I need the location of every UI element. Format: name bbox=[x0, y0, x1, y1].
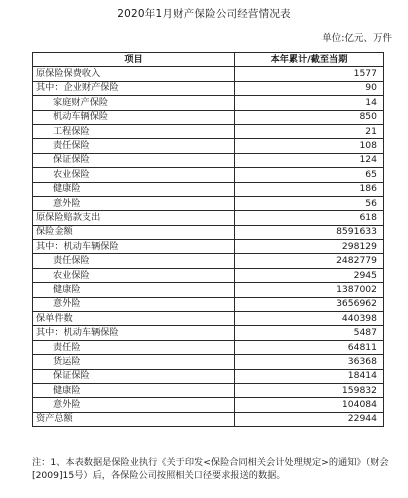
table-row bbox=[33, 168, 384, 182]
report-table bbox=[32, 52, 384, 427]
row-label: 资产总额 bbox=[33, 412, 235, 426]
row-label: 原保险赔款支出 bbox=[33, 211, 235, 225]
row-value: 2482779 bbox=[235, 254, 384, 268]
row-value: 22944 bbox=[235, 412, 384, 426]
row-label: 健康险 bbox=[33, 182, 235, 196]
row-value: 18414 bbox=[235, 369, 384, 383]
table-row bbox=[33, 153, 384, 167]
table-row bbox=[33, 110, 384, 124]
row-label: 原保险保费收入 bbox=[33, 67, 235, 81]
row-label: 其中：机动车辆保险 bbox=[33, 326, 235, 340]
table-row bbox=[33, 211, 384, 225]
row-value: 36368 bbox=[235, 355, 384, 369]
table-row bbox=[33, 254, 384, 268]
row-label: 机动车辆保险 bbox=[33, 110, 235, 124]
row-value: 3656962 bbox=[235, 297, 384, 311]
row-value: 1577 bbox=[235, 67, 384, 81]
row-label: 其中：企业财产保险 bbox=[33, 81, 235, 95]
row-value: 56 bbox=[235, 196, 384, 210]
row-value: 440398 bbox=[235, 312, 384, 326]
table-row bbox=[33, 240, 384, 254]
row-value: 21 bbox=[235, 124, 384, 138]
row-value: 90 bbox=[235, 81, 384, 95]
table-row bbox=[33, 225, 384, 239]
table-row bbox=[33, 124, 384, 138]
row-label: 家庭财产保险 bbox=[33, 96, 235, 110]
row-label: 意外险 bbox=[33, 398, 235, 412]
row-value: 104084 bbox=[235, 398, 384, 412]
table-row bbox=[33, 312, 384, 326]
row-label: 保证保险 bbox=[33, 153, 235, 167]
table-row bbox=[33, 340, 384, 354]
table-row bbox=[33, 369, 384, 383]
row-label: 责任保险 bbox=[33, 139, 235, 153]
table-row bbox=[33, 81, 384, 95]
footnote: 注：1、本表数据是保险业执行《关于印发<保险合同相关会计处理规定>的通知》（财会[2009]15号）后，各保险公司按照相关口径要求报送的数据。 bbox=[32, 457, 389, 481]
row-label: 健康险 bbox=[33, 383, 235, 397]
page-title: 2020年1月财产保险公司经营情况表 bbox=[117, 8, 291, 20]
table-row bbox=[33, 139, 384, 153]
row-value: 124 bbox=[235, 153, 384, 167]
table-row bbox=[33, 297, 384, 311]
row-value: 186 bbox=[235, 182, 384, 196]
row-value: 108 bbox=[235, 139, 384, 153]
table-row bbox=[33, 412, 384, 426]
table-row bbox=[33, 268, 384, 282]
row-label: 保证保险 bbox=[33, 369, 235, 383]
row-value: 8591633 bbox=[235, 225, 384, 239]
row-label: 其中：机动车辆保险 bbox=[33, 240, 235, 254]
row-label: 健康险 bbox=[33, 283, 235, 297]
column-header-value: 本年累计/截至当期 bbox=[235, 53, 384, 67]
unit-label: 单位:亿元、万件 bbox=[322, 33, 392, 44]
column-header-item: 项目 bbox=[33, 53, 235, 67]
row-value: 65 bbox=[235, 168, 384, 182]
table-row bbox=[33, 67, 384, 81]
row-value: 64811 bbox=[235, 340, 384, 354]
table-header-row bbox=[33, 53, 384, 67]
row-value: 850 bbox=[235, 110, 384, 124]
row-label: 意外险 bbox=[33, 196, 235, 210]
row-value: 2945 bbox=[235, 268, 384, 282]
row-label: 保险金额 bbox=[33, 225, 235, 239]
row-label: 责任险 bbox=[33, 340, 235, 354]
row-value: 159832 bbox=[235, 383, 384, 397]
table-row bbox=[33, 196, 384, 210]
table-row bbox=[33, 182, 384, 196]
table-row bbox=[33, 96, 384, 110]
table-row bbox=[33, 283, 384, 297]
row-value: 1387002 bbox=[235, 283, 384, 297]
row-label: 责任保险 bbox=[33, 254, 235, 268]
row-label: 货运险 bbox=[33, 355, 235, 369]
row-label: 农业保险 bbox=[33, 168, 235, 182]
row-label: 意外险 bbox=[33, 297, 235, 311]
table-row bbox=[33, 355, 384, 369]
row-value: 618 bbox=[235, 211, 384, 225]
table-row bbox=[33, 383, 384, 397]
table-body bbox=[33, 67, 384, 427]
row-value: 14 bbox=[235, 96, 384, 110]
row-label: 农业保险 bbox=[33, 268, 235, 282]
row-label: 保单件数 bbox=[33, 312, 235, 326]
row-value: 5487 bbox=[235, 326, 384, 340]
row-label: 工程保险 bbox=[33, 124, 235, 138]
table-row bbox=[33, 398, 384, 412]
row-value: 298129 bbox=[235, 240, 384, 254]
table-row bbox=[33, 326, 384, 340]
